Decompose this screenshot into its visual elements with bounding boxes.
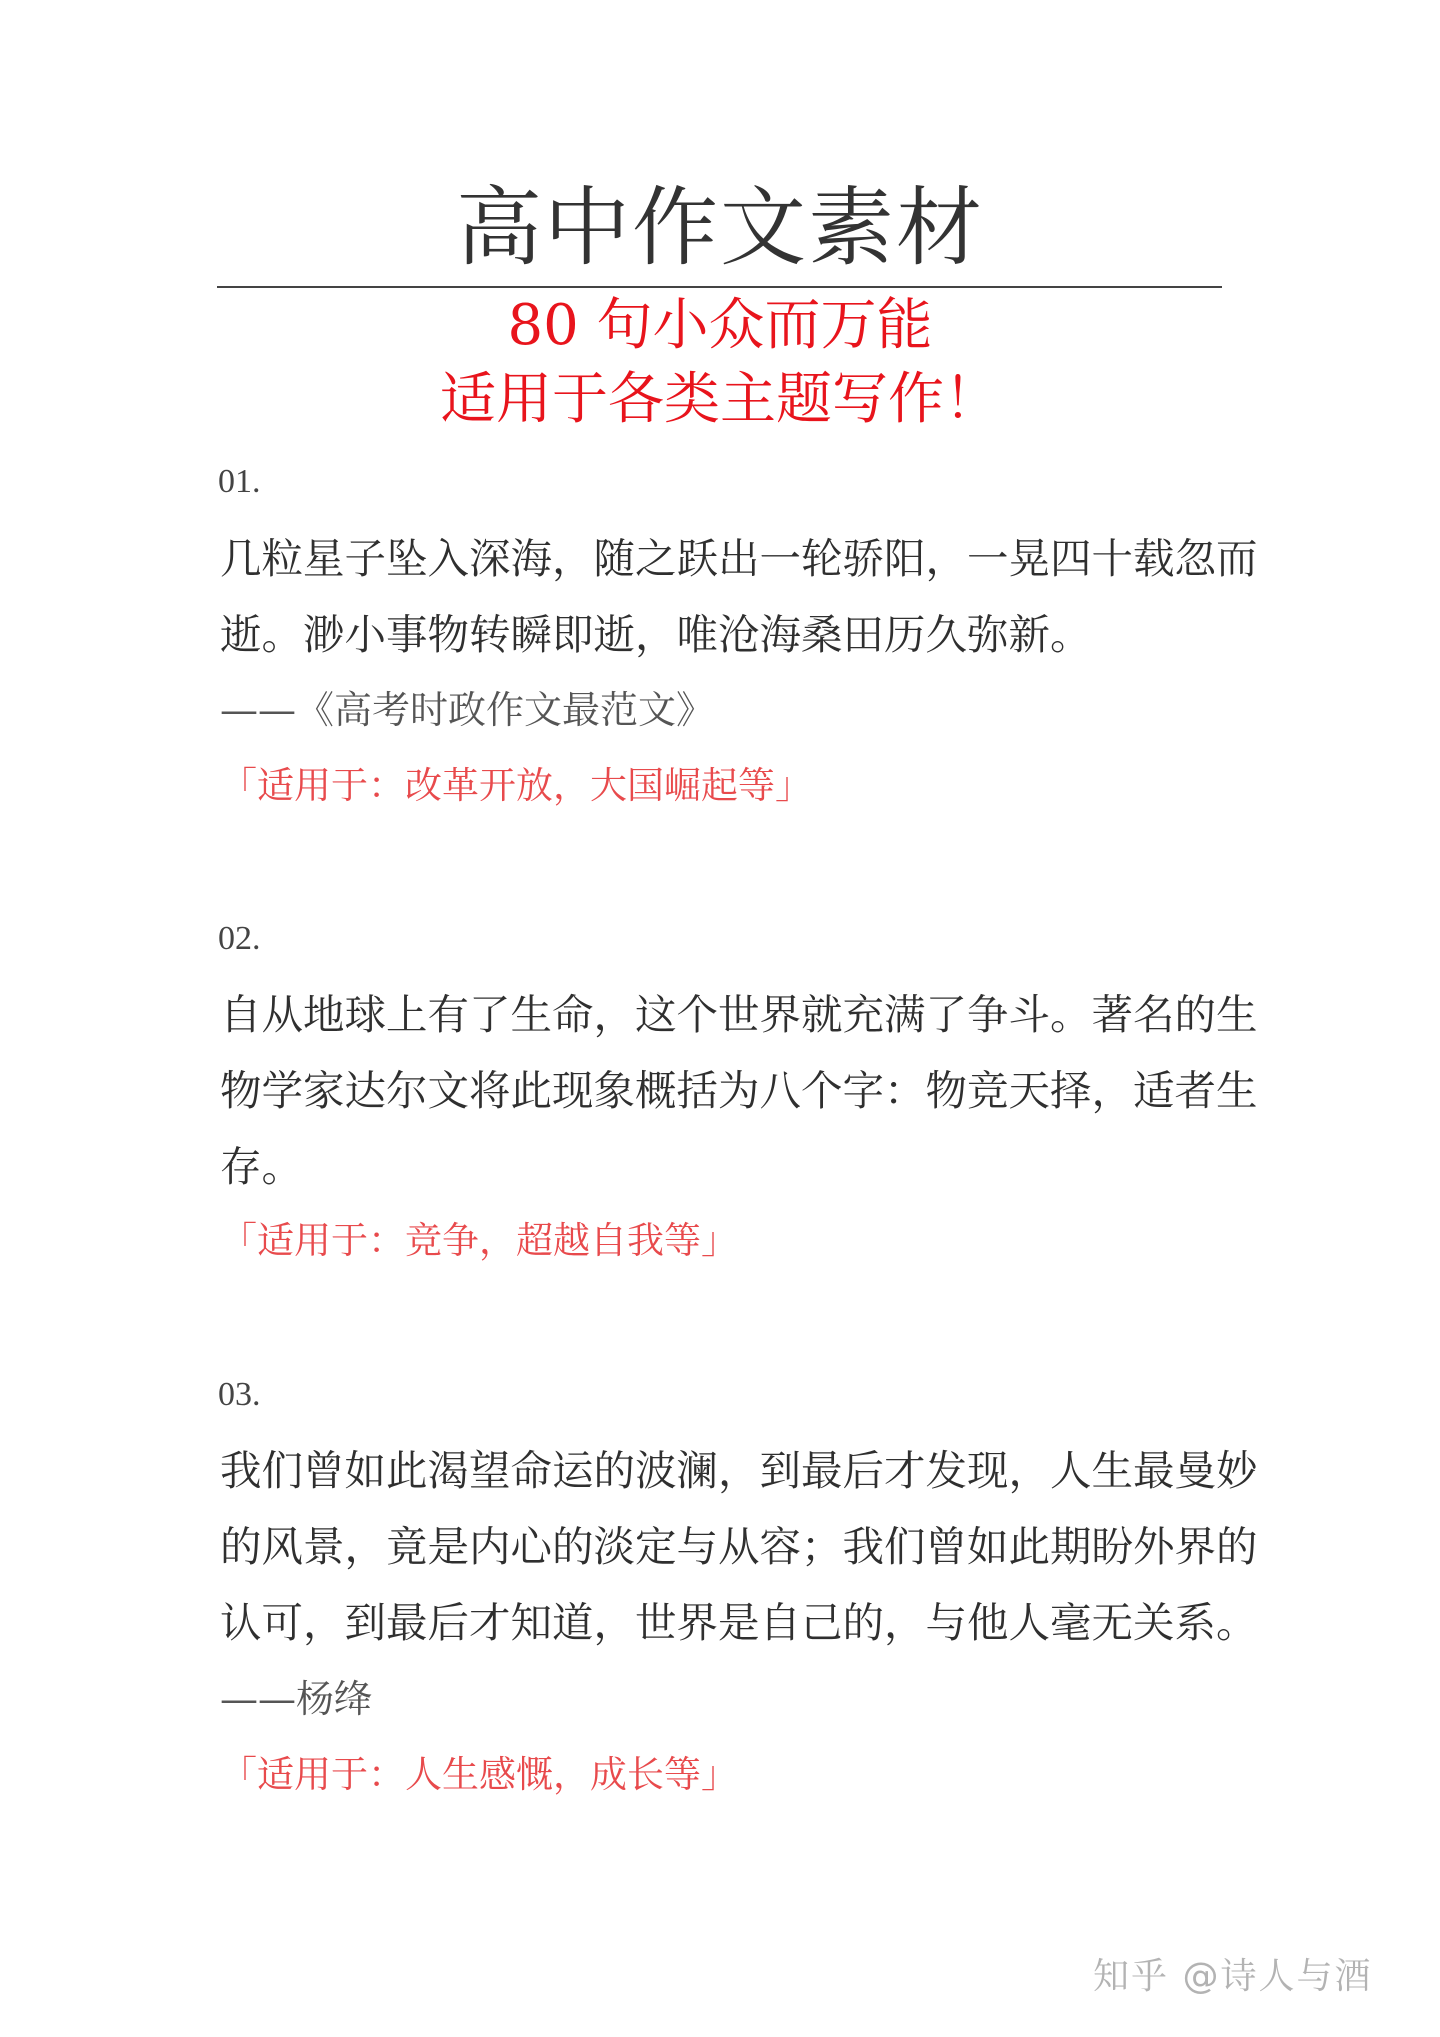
quote-line: 逝。渺小事物转瞬即逝，唯沧海桑田历久弥新。	[220, 610, 1092, 659]
entry-usage-tag: 「适用于：改革开放，大国崛起等」	[220, 764, 812, 807]
entry-number: 01.	[218, 463, 261, 500]
quote-line: 物学家达尔文将此现象概括为八个字：物竞天择，适者生	[220, 1066, 1258, 1115]
subtitle-line-1: 80 句小众而万能	[507, 293, 933, 358]
entry-number: 03.	[218, 1376, 261, 1413]
entry-usage-tag: 「适用于：竞争，超越自我等」	[220, 1219, 738, 1262]
entry-quote	[220, 521, 1258, 673]
entry-usage-tag: 「适用于：人生感慨，成长等」	[220, 1753, 738, 1796]
quote-line: 存。	[220, 1142, 304, 1191]
page-title: 高中作文素材	[456, 178, 984, 278]
entry-quote	[220, 977, 1258, 1205]
quote-line: 的风景，竟是内心的淡定与从容；我们曾如此期盼外界的	[220, 1522, 1258, 1571]
entry-attribution: ——《高考时政作文最范文》	[220, 688, 715, 732]
quote-line: 几粒星子坠入深海，随之跃出一轮骄阳，一晃四十载忽而	[220, 534, 1258, 583]
quote-line: 自从地球上有了生命，这个世界就充满了争斗。著名的生	[220, 990, 1258, 1039]
entry-number: 02.	[218, 920, 261, 957]
quote-line: 认可，到最后才知道，世界是自己的，与他人毫无关系。	[220, 1598, 1258, 1647]
entry-quote	[220, 1433, 1258, 1661]
title-divider	[217, 286, 1222, 288]
entry-attribution: ——杨绛	[220, 1677, 373, 1721]
zhihu-watermark: 知乎 @诗人与酒	[1093, 1956, 1373, 1997]
quote-line: 我们曾如此渴望命运的波澜，到最后才发现，人生最曼妙	[220, 1446, 1258, 1495]
subtitle-line-2: 适用于各类主题写作！	[440, 367, 1000, 432]
